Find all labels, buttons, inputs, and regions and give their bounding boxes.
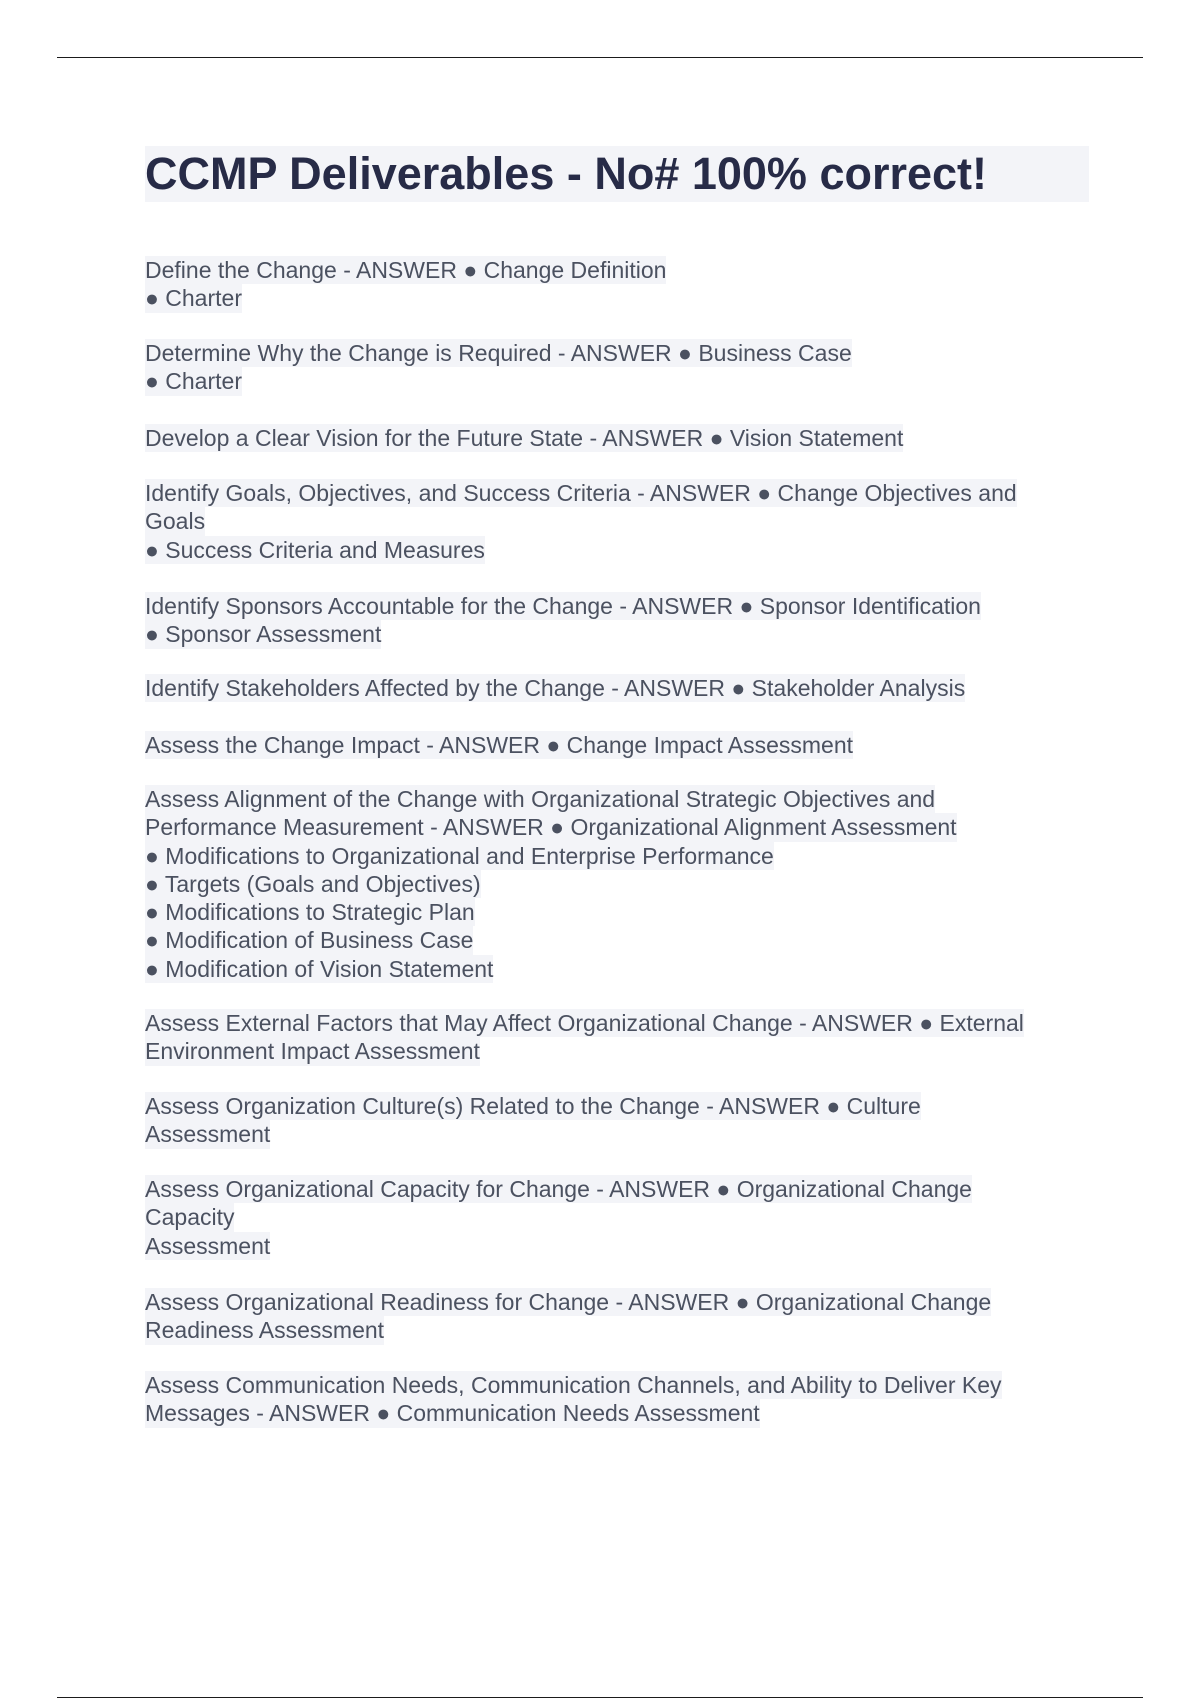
qa-item-capacity — [145, 1175, 972, 1260]
qa-item-alignment — [145, 785, 957, 983]
qa-line: Identify Sponsors Accountable for the Change - ANSWER ● Sponsor Identification — [145, 593, 981, 619]
qa-line: Assess Alignment of the Change with Organizational Strategic Objectives and — [145, 786, 936, 812]
qa-item-define-change — [145, 256, 666, 313]
qa-item-communication — [145, 1371, 1002, 1428]
qa-line: Goals — [145, 508, 206, 535]
qa-line: Assess Organizational Readiness for Change - ANSWER ● Organizational Change — [145, 1289, 992, 1315]
footer-rule — [57, 1697, 1143, 1698]
qa-line: ● Charter — [145, 285, 242, 312]
qa-line: Messages - ANSWER ● Communication Needs Assessment — [145, 1400, 760, 1427]
qa-item-readiness — [145, 1288, 991, 1345]
qa-line: Assess Organization Culture(s) Related to the Change - ANSWER ● Culture — [145, 1093, 921, 1119]
qa-line: Assessment — [145, 1121, 271, 1148]
qa-line: Assess External Factors that May Affect Organizational Change - ANSWER ● External — [145, 1010, 1024, 1036]
qa-line: Define the Change - ANSWER ● Change Definition — [145, 257, 667, 283]
qa-item-stakeholders — [145, 674, 965, 702]
qa-item-goals-objectives — [145, 479, 1017, 564]
qa-line: ● Charter — [145, 368, 242, 395]
qa-line: ● Modification of Vision Statement — [145, 955, 494, 982]
qa-line: ● Modification of Business Case — [145, 927, 474, 954]
qa-item-change-impact — [145, 731, 853, 759]
qa-line: Assessment — [145, 1232, 271, 1259]
qa-line: Environment Impact Assessment — [145, 1038, 480, 1065]
qa-line: Performance Measurement - ANSWER ● Organizational Alignment Assessment — [145, 814, 957, 841]
qa-line: Identify Stakeholders Affected by the Change - ANSWER ● Stakeholder Analysis — [145, 675, 966, 701]
qa-item-vision — [145, 424, 903, 452]
qa-line: Capacity — [145, 1204, 235, 1231]
qa-item-sponsors — [145, 592, 981, 649]
qa-line: ● Targets (Goals and Objectives) — [145, 870, 481, 897]
qa-line: Assess Communication Needs, Communication Channels, and Ability to Deliver Key — [145, 1372, 1002, 1398]
qa-line: Develop a Clear Vision for the Future State - ANSWER ● Vision Statement — [145, 425, 904, 451]
page-title: CCMP Deliverables - No# 100% correct! — [145, 146, 1089, 202]
qa-line: Assess the Change Impact - ANSWER ● Change Impact Assessment — [145, 732, 854, 758]
qa-line: Identify Goals, Objectives, and Success Criteria - ANSWER ● Change Objectives and — [145, 480, 1017, 506]
qa-line: ● Success Criteria and Measures — [145, 536, 485, 563]
qa-item-external-factors — [145, 1009, 1024, 1066]
qa-line: ● Modifications to Strategic Plan — [145, 899, 475, 926]
qa-line: Readiness Assessment — [145, 1317, 385, 1344]
header-rule — [57, 57, 1143, 58]
qa-line: ● Sponsor Assessment — [145, 621, 382, 648]
qa-item-culture — [145, 1092, 921, 1149]
qa-item-why-change-required — [145, 339, 852, 396]
qa-line: Determine Why the Change is Required - ANSWER ● Business Case — [145, 340, 852, 366]
qa-line: ● Modifications to Organizational and Enterprise Performance — [145, 842, 774, 869]
qa-line: Assess Organizational Capacity for Change - ANSWER ● Organizational Change — [145, 1176, 972, 1202]
